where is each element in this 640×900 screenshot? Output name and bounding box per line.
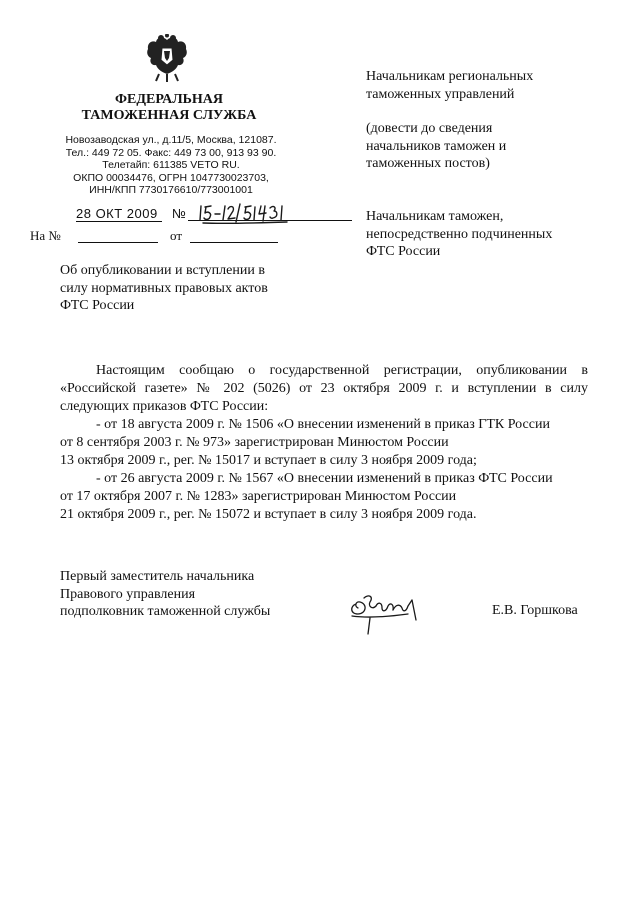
body-item1-line: 13 октября 2009 г., рег. № 15017 и вступает в силу 3 ноября 2009 года; bbox=[60, 453, 477, 468]
address-line: Тел.: 449 72 05. Факс: 449 73 00, 913 93 90. bbox=[65, 146, 277, 159]
reference-date-label: от bbox=[170, 228, 183, 243]
addressee-line: непосредственно подчиненных bbox=[366, 226, 553, 242]
letter-body bbox=[60, 362, 588, 524]
body-intro-paragraph: Настоящим сообщаю о государственной регистрации, опубликовании в «Российской газете» № 202 (5026) от 23 октября 2009 г. и вступлении в силу следующих приказов ФТС России: bbox=[60, 363, 588, 414]
addressee-note-line: таможенных постов) bbox=[366, 156, 490, 172]
addressee-line: Начальникам региональных bbox=[366, 69, 534, 84]
signatory-name: Е.В. Горшкова bbox=[492, 603, 578, 618]
position-line: Правового управления bbox=[60, 586, 196, 602]
signatory-position bbox=[60, 568, 270, 621]
address-line: ИНН/КПП 7730176610/773001001 bbox=[89, 184, 253, 197]
subject-line: силу нормативных правовых актов bbox=[60, 280, 268, 296]
address-line: Телетайп: 611385 VETO RU. bbox=[102, 159, 240, 172]
organization-name-line1: ФЕДЕРАЛЬНАЯ bbox=[114, 92, 223, 107]
reference-date-blank bbox=[190, 242, 278, 243]
addressee-note-line: (довести до сведения bbox=[366, 121, 493, 137]
reference-number-blank bbox=[78, 242, 158, 243]
body-item2-line: - от 26 августа 2009 г. № 1567 «О внесении изменений в приказ ФТС России bbox=[96, 471, 553, 486]
subject-line: ФТС России bbox=[60, 298, 135, 314]
number-label: № bbox=[172, 206, 186, 221]
addressees-block bbox=[366, 68, 552, 261]
position-line: подполковник таможенной службы bbox=[60, 604, 271, 620]
coat-of-arms-emblem-icon bbox=[144, 34, 190, 84]
position-line: Первый заместитель начальника bbox=[60, 569, 255, 584]
addressee-line: таможенных управлений bbox=[366, 86, 515, 102]
address-line: Новозаводская ул., д.11/5, Москва, 121087. bbox=[65, 134, 277, 146]
body-item1-line: от 8 сентября 2003 г. № 973» зарегистрирован Минюстом России bbox=[60, 435, 449, 450]
addressee-note-line: начальников таможен и bbox=[366, 138, 507, 154]
organization-name-line2: ТАМОЖЕННАЯ СЛУЖБА bbox=[81, 108, 257, 123]
letter-subject bbox=[60, 262, 268, 315]
handwritten-number bbox=[197, 200, 292, 226]
body-item1-line: - от 18 августа 2009 г. № 1506 «О внесении изменений в приказ ГТК России bbox=[96, 417, 550, 432]
subject-line: Об опубликовании и вступлении в bbox=[60, 263, 265, 278]
organization-address bbox=[30, 134, 312, 197]
organization-name bbox=[60, 92, 278, 124]
body-item2-line: 21 октября 2009 г., рег. № 15072 и вступает в силу 3 ноября 2009 года. bbox=[60, 507, 477, 522]
handwritten-signature bbox=[346, 590, 436, 638]
body-item2-line: от 17 октября 2007 г. № 1283» зарегистрирован Минюстом России bbox=[60, 489, 457, 504]
addressee-line: ФТС России bbox=[366, 244, 441, 260]
addressee-line: Начальникам таможен, bbox=[366, 208, 504, 224]
reference-number-label: На № bbox=[30, 228, 61, 243]
document-date: 28 ОКТ 2009 bbox=[76, 206, 162, 222]
address-line: ОКПО 00034476, ОГРН 1047730023703, bbox=[73, 171, 269, 184]
